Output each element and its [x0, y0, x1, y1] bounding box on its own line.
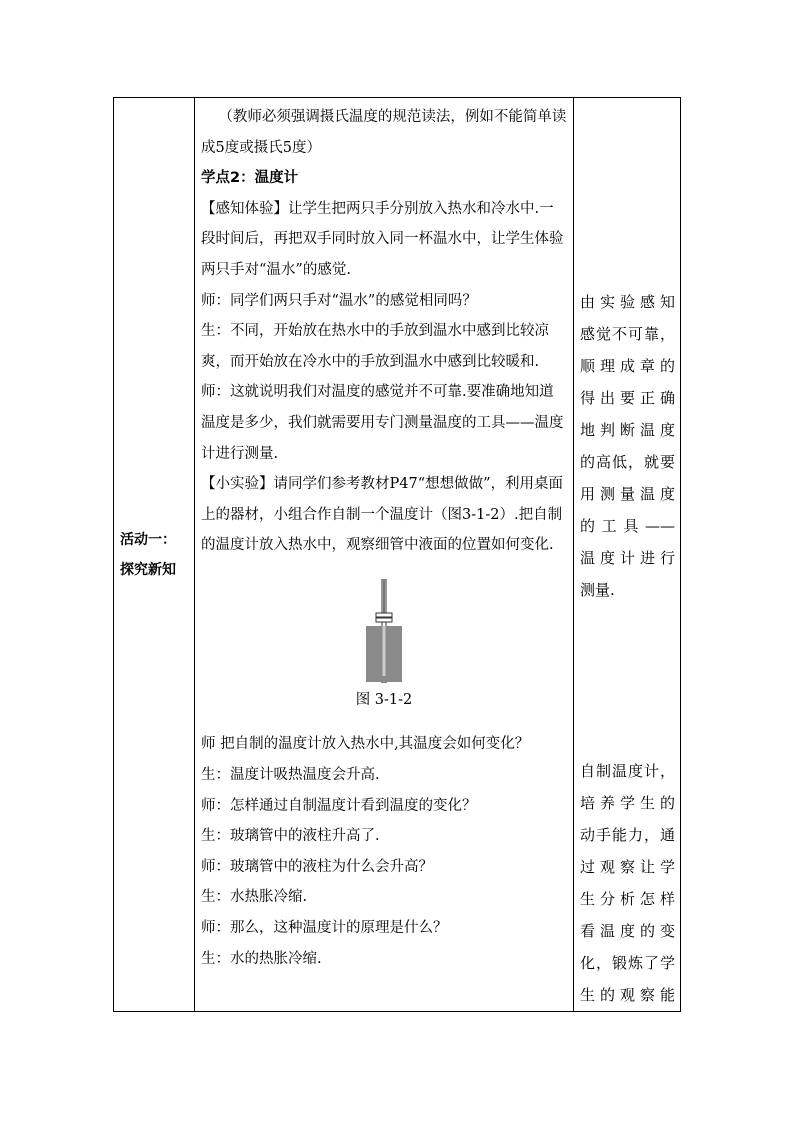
design-intent-2 — [574, 755, 680, 1011]
lesson-content-cell — [195, 98, 574, 1012]
activity-label-cell — [114, 98, 195, 1012]
intent-line: 用测量温度 — [580, 485, 675, 503]
intro-note: （教师必须强调摄氏温度的规范读法，例如不能简单读成5度或摄氏5度） — [201, 109, 567, 156]
intent-line: 的工具—— — [580, 517, 675, 535]
figure-caption: 图 3-1-2 — [355, 691, 413, 708]
intent-line: 得出要正确 — [580, 389, 675, 407]
lesson-table — [113, 97, 681, 1012]
intent-line: 感觉不可靠， — [580, 325, 675, 343]
intent-line: 地判断温度 — [580, 421, 675, 439]
dialog-line: 生：玻璃管中的液柱升高了. — [201, 828, 380, 845]
intent-line: 由实验感知 — [580, 293, 675, 311]
experiment-text: 请同学们参考教材P47“想想做做”，利用桌面上的器材，小组合作自制一个温度计（图3-1-2）.把自制的温度计放入热水中，观察细管中液面的位置如何变化. — [201, 476, 564, 554]
dialog-line: 生：温度计吸热温度会升高. — [201, 767, 380, 783]
dialog-line: 师 把自制的温度计放入热水中,其温度会如何变化？ — [201, 736, 530, 753]
dialog-line: 师：同学们两只手对“温水”的感觉相同吗？ — [201, 292, 477, 309]
tube-in-bottle — [383, 626, 386, 676]
perception-paragraph — [201, 194, 567, 286]
intent-line: 自制温度计， — [580, 762, 675, 780]
activity-label-line2: 探究新知 — [120, 561, 176, 578]
dialog-line: 生：水热胀冷缩. — [201, 889, 308, 906]
homemade-thermometer-icon — [364, 579, 404, 683]
thermometer-figure — [201, 579, 567, 685]
dialog-line: 师：那么，这种温度计的原理是什么？ — [201, 919, 448, 936]
dialog-line: 生：水的热胀冷缩. — [201, 950, 322, 967]
dialog-line: 生：不同，开始放在热水中的手放到温水中感到比较凉爽，而开始放在冷水中的手放到温水中感到比较暖和. — [201, 323, 549, 370]
intent-line: 动手能力，通 — [580, 826, 675, 844]
activity-label-line1: 活动一： — [120, 531, 176, 548]
dialog-line: 师：这就说明我们对温度的感觉并不可靠.要准确地知道温度是多少，我们就需要用专门测量温度的工具——温度计进行测量. — [201, 384, 564, 462]
stopper-ring-top — [376, 613, 392, 617]
intent-line: 顺理成章的 — [580, 357, 675, 375]
design-intent-cell — [574, 98, 681, 1012]
intent-line: 培养学生的 — [580, 794, 675, 812]
intent-line: 生分析怎样 — [580, 890, 675, 908]
perception-tag: 【感知体验】 — [201, 200, 288, 217]
perception-text: 让学生把两只手分别放入热水和冷水中.一段时间后，再把双手同时放入同一杯温水中，让学生体验两只手对“温水”的感觉. — [201, 200, 564, 278]
dialog-line: 师：玻璃管中的液柱为什么会升高？ — [201, 858, 433, 875]
experiment-paragraph — [201, 469, 567, 561]
stopper-ring-bottom — [376, 618, 392, 622]
intent-line: 过观察让学 — [580, 858, 675, 876]
intent-line: 生的观察能 — [580, 986, 675, 1004]
intent-line: 温度计进行 — [580, 549, 675, 567]
design-intent-1 — [574, 286, 680, 606]
intent-line: 看温度的变 — [580, 922, 675, 940]
point-title: 学点2：温度计 — [201, 170, 299, 187]
dialog-line: 师：怎样通过自制温度计看到温度的变化？ — [201, 797, 477, 814]
intent-line: 化，锻炼了学 — [580, 954, 675, 972]
experiment-tag: 【小实验】 — [201, 476, 274, 493]
intent-line: 测量. — [580, 581, 615, 599]
intent-line: 的高低，就要 — [580, 453, 675, 471]
